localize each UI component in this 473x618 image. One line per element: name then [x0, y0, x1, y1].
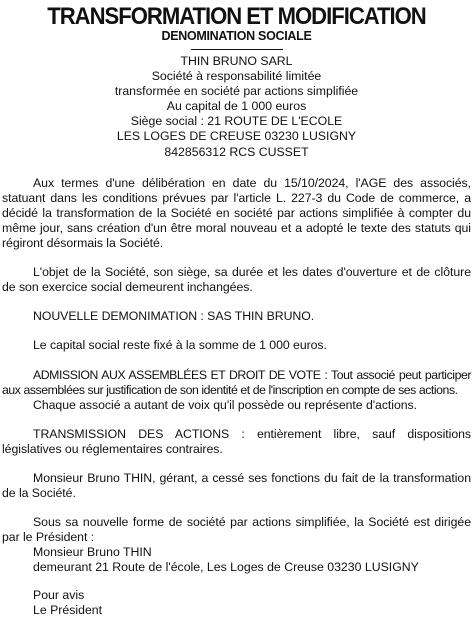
paragraph-transfer: TRANSMISSION DES ACTIONS : entièrement libre, sauf dispositions législatives ou réglementaires contraires. [2, 426, 471, 456]
paragraph-new-name: NOUVELLE DEMONIMATION : SAS THIN BRUNO. [33, 309, 315, 324]
president-address: demeurant 21 Route de l'école, Les Loges de Creuse 03230 LUSIGNY [33, 560, 419, 575]
president-block [2, 545, 471, 575]
paragraph-voting: Chaque associé a autant de voix qu'il possède ou représente d'actions. [33, 397, 418, 412]
notice-subtitle: DENOMINATION SOCIALE [161, 29, 312, 43]
company-city: LES LOGES DE CREUSE 03230 LUSIGNY [116, 129, 357, 144]
company-capital: Au capital de 1 000 euros [166, 99, 307, 114]
company-seat: Siège social : 21 ROUTE DE L'ECOLE [130, 114, 343, 129]
paragraph-manager: Monsieur Bruno THIN, gérant, a cessé ses fonctions du fait de la transformation de la Société. [2, 470, 471, 501]
notice-title: TRANSFORMATION ET MODIFICATION [47, 3, 426, 30]
company-form: Société à responsabilité limitée [151, 69, 322, 84]
signature-line-1: Pour avis [33, 587, 85, 602]
company-name: THIN BRUNO SARL [180, 54, 293, 68]
company-transformed: transformée en société par actions simplifiée [114, 84, 359, 99]
president-name: Monsieur Bruno THIN [33, 545, 152, 560]
paragraph-president: Sous sa nouvelle forme de société par actions simplifiée, la Société est dirigée par le Président : [2, 515, 471, 545]
paragraph-capital: Le capital social reste fixé à la somme de 1 000 euros. [33, 338, 327, 353]
company-details [2, 54, 471, 160]
paragraph-deliberation: Aux termes d'une délibération en date du 15/10/2024, l'AGE des associés, statuant dans les conditions prévues par l'article L. 227-3 du Code de commerce, a décidé la transformation de la Société en société par actions simplifiée à compter du même jour, sans création d'un être moral nouveau et a adopté le texte des statuts qui régiront désormais la Société. [2, 175, 471, 251]
paragraph-unchanged: L'objet de la Société, son siège, sa durée et les dates d'ouverture et de clôture de son exercice social demeurent inchangées. [2, 265, 471, 295]
title-divider [191, 49, 283, 50]
paragraph-admission: ADMISSION AUX ASSEMBLÉES ET DROIT DE VOTE : Tout associé peut participer aux assemblées sur justification de son identité et de l'inscription en compte de ses actions. [2, 367, 471, 397]
company-rcs: 842856312 RCS CUSSET [164, 144, 309, 159]
signature-line-2: Le Président [33, 602, 103, 617]
signature-block [2, 588, 471, 618]
